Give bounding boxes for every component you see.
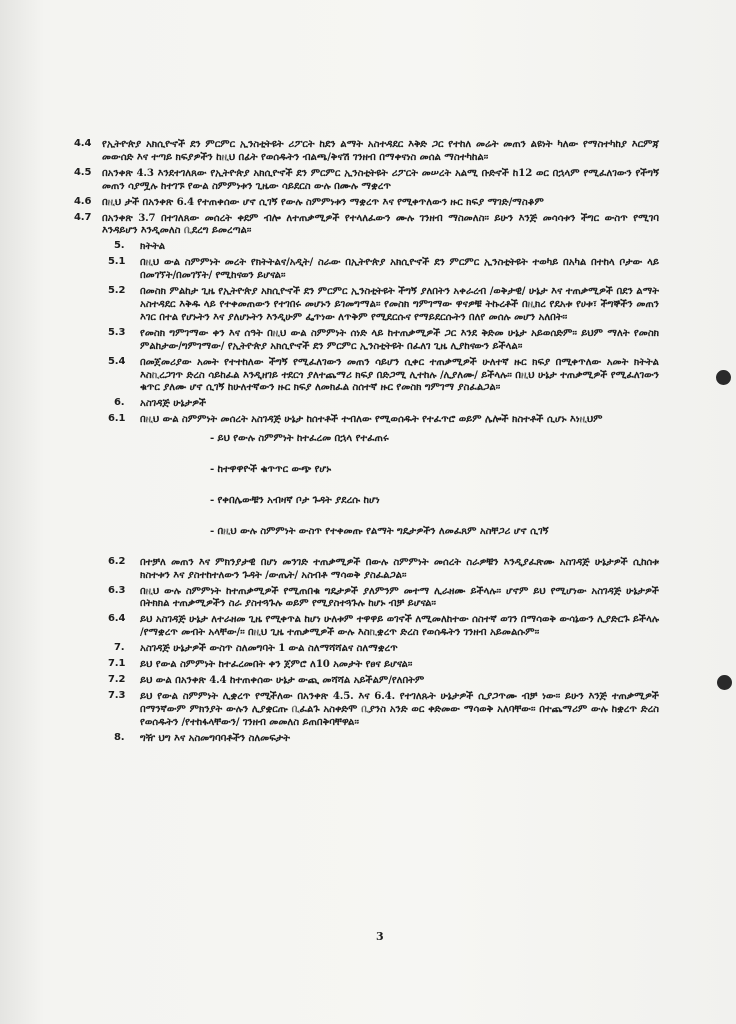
clause-number: 5.4 xyxy=(108,355,126,367)
clause-number: 6.1 xyxy=(108,413,126,425)
clause-text: በዚህ ታች በአንቀጽ 6.4 የተጠቀሰው ሆኖ ሲገኝ የውሉ ስምምነቱን ማቋረጥ እና የሚቀጥለውን ዙር ክፍያ ማገድ/ማስቆም xyxy=(102,195,544,208)
clause-number: 7. xyxy=(114,642,125,654)
clause-text: ይህ ውል በአንቀጽ 4.4 ከተጠቀሰው ሁኔታ ውጪ መሻሻል አይችልም/የለበትም xyxy=(140,674,425,686)
clause-text: ግዥ ህግ እና አስመግባባቶችን ስለመፍታት xyxy=(140,731,291,744)
clause-6-3 xyxy=(74,585,659,611)
punch-hole-bottom xyxy=(717,675,732,690)
clause-7-3 xyxy=(74,690,659,729)
clause-text: በአንቀጽ 3.7 በተገለጸው መሰረት ቀደም ብሎ ለተጠቃሚዎች የተላለፈውን ሙሉ ገንዘብ ማስመለስ፡፡ ይሁን እንጅ መሳሳቱን ችግር ውስጥ የሚገባ እንዳይሆን እንዲመለስ ቢደረግ ይመረጣል፡፡ xyxy=(102,211,659,237)
clause-5-4 xyxy=(74,356,659,395)
clause-number: 7.1 xyxy=(108,658,126,670)
document-body xyxy=(74,138,659,748)
clause-number: 7.2 xyxy=(108,674,126,685)
bullet-item: - የቀበሌውቹን አብዛኛ ቦታ ጉዳት ያደረሱ ከሆነ xyxy=(210,493,380,506)
clause-number: 6.3 xyxy=(108,584,126,596)
clause-6-1 xyxy=(74,413,659,426)
clause-text: በዚህ ውል ስምምነት መሰረት አስገዳጅ ሁኔታ ከሰተቶች ተብለው የሚወሰዱት የተፈጥሮ ወይም ሌሎች ክስተቶች ሲሆኑ እነዚህም xyxy=(140,413,603,426)
clause-number: 5. xyxy=(114,240,125,252)
bullet-item: - ይህ የውሉ ስምምነት ከተፈረመ በኋላ የተፈጠሩ xyxy=(210,432,389,445)
clause-number: 5.2 xyxy=(108,285,126,297)
bullet-item: - ከተዋዋዮች ቁጥጥር ውጭ የሆኑ xyxy=(210,463,332,476)
force-majeure-bullets xyxy=(74,432,659,538)
clause-text: በመጀመሪያው አመት የተተከለው ችግኝ የሚፈለገውን መጠን ሳይሆን ሲቀር ተጠቃሚዎች ሁለተኛ ዙር ክፍያ በሚቀጥለው አመት ክትትል እስኪረጋገጥ ድረስ ሳይከፈል እንዲዘገይ ተደርጎ ያለተጨማሪ ክፍያ በድጋሚ ሊተከሉ /ሊያለሙ/ ይችላሉ፡፡ በዚህ ሁኔታ ተጠቃሚዎች የሚፈለገውን ቁጥር ያለሙ ሆኖ ሲገኝ ከሁለተኛውን ዙር ክፍያ ለመክፈል ስሰተኛ ዙር የመስክ ግምገማ ያስፈልጋል፡፡ xyxy=(140,355,659,394)
clause-8 xyxy=(74,732,659,745)
clause-4-7 xyxy=(74,212,659,238)
clause-number: 6. xyxy=(114,397,125,409)
clause-text: አስገዳጅ ሁኔታዎች ውስጥ ስለመግባት 1 ውል ስለማሻሻልና ስለማቋረጥ xyxy=(140,642,398,655)
clause-number: 6.4 xyxy=(108,613,126,625)
clause-number: 4.5 xyxy=(74,166,92,178)
clause-5-2 xyxy=(74,285,659,324)
clause-text: በመስክ ምልከታ ጊዜ የኢትዮጵያ አክሲዮኖች ደን ምርምር ኢንስቲትዩት ችግኝ ያለበትን አቀራረብ /ወቅታዊ/ ሁኔታ እና ተጠቃሚዎች በደን ልማት አስተዳደር እቅዱ ላይ የተቀመጠውን የተገበሩ መሆኑን ይገመግማል፡፡ የመስክ ግምገማው ዋናዎቹ ትኩረቶች በዚክረ የደአቱ የሀቱ፣ ችግኞችን መጠን እገር በተል የሆኑትን እና ያለሆኑትን እንዲሁም ፌጥነው ለጥቅም የሚደርሱና የማይደርሱትን በለየ መሰሉ መሆን አለበት፡፡ xyxy=(140,285,659,323)
clause-number: 8. xyxy=(114,731,125,743)
clause-text: በዚህ ውል ስምምነት መረት የክትትልና/አዲት/ ስራው በኢትዮጵያ አክሲዮኖች ደን ምርምር ኢንስቲትዩት ተወካይ በአካል በተከላ ቦታው ላይ በመገኘት/በመገኘት/ የሚከናወን ይሆናል፡፡ xyxy=(140,256,659,282)
clause-4-5 xyxy=(74,167,659,193)
clause-text: የመስክ ግምገማው ቀን እና ሰዓት በዚህ ውል ስምምነት ሰነድ ላይ ከተጠቃሚዎች ጋር እንደ ቅድመ ሁኔታ አይወሰድም፡፡ ይህም ማለት የመስክ ምልከታው/ግምገማው/ የኢትዮጵያ አክሲዮኖች ደን ምርምር ኢንስቲትዩት በፈለገ ጊዜ ሊያከናውን ይችላል፡፡ xyxy=(140,326,659,352)
clause-6 xyxy=(74,397,659,410)
clause-number: 7.3 xyxy=(108,689,126,701)
clause-text: በተቻለ መጠን እና ምክንያታዊ በሆነ መንገድ ተጠቃሚዎች በውሉ ስምምነት መሰረት ስራዎቹን እንዲያፈጽሙ አስገዳጅ ሁኔታዎች ሲከሰቱ ክስተቱን እና ያስተከተለውን ጉዳት /ውጤት/ አስብቶ ማሳወቅ ያስፈልጋል፡፡ xyxy=(140,555,659,581)
clause-number: 4.7 xyxy=(74,211,92,223)
clause-4-6 xyxy=(74,196,659,209)
clause-text: የኢትዮጵያ አክሲዮኖች ደን ምርምር ኢንስቲትዩት ሪፖርት ከደን ልማት አስተዳደር እቅድ ጋር የተከለ መሬት መጠን ልዩነት ካለው የማስተካከያ እርምጃ መውሰድ እና ተጣይ ክፍያዎችን ከዚህ በፊት የወሰዱትን ብልጫ/ቅናሽ ገንዘብ በማቀናነስ መሰል ማስተካከል፡፡ xyxy=(102,138,659,163)
clause-text: ይህ አስገዳጅ ሁኔታ ለተራዘመ ጊዜ የሚቀጥል ከሆነ ሁለቱም ተዋዋይ ወገኖች ለሚመለከተው ሰስተኛ ወገን በማሳወቅ ውሳኔውን ሊያድርጉ ይችላሉ /የማቋረጥ መብት አላቸው/፡፡ በዚህ ጊዜ ተጠቃሚዎች ውሉ እስኪቋረጥ ድረስ የወሰዱትን ገንዘብ አይመልሱም፡፡ xyxy=(140,613,659,639)
clause-number: 5.3 xyxy=(108,326,126,338)
clause-7-1 xyxy=(74,658,659,671)
clause-text: ክትትል xyxy=(140,240,166,253)
clause-5-1 xyxy=(74,256,659,282)
clause-text: ይህ የውል ስምምነት ሊቋረጥ የሚችለው በአንቀጽ 4.5. እና 6.4. የተገለጹት ሁኔታዎች ሲያጋጥሙ ብቻ ነው፡፡ ይሁን እንጅ ተጠቃሚዎች በማንኛውም ምክንያት ውሉን ሊያቋርጡ ቢፈልጉ አስቀድሞ ቢያንስ አንድ ወር ቀድመው ማሳወቅ አለባቸው፡፡ በተጨማሪም ውሉ ከቋረጥ ድረስ የወሰዱትን /የተከፋላቸውን/ ገንዘብ መመለስ ይጠበቅባቸዋል፡፡ xyxy=(140,689,659,728)
clause-text: አስገዳጅ ሁኔታዎች xyxy=(140,397,207,410)
clause-text: በአንቀጽ 4.3 እንደተገለጸው የኢትዮጵያ አክሲዮኖች ደን ምርምር ኢንስቲትዩት ሪፖርት መሠረት አልሚ ቡድኖች ከ12 ወር በኋላም የሚፈለገውን የችግኝ መጠን ሳያሟሉ ከተገኙ የውል ስምምነቱን ጊዜው ሳይደርስ ውሉ በሙሉ ማቋረጥ xyxy=(102,166,659,192)
clause-text: ይህ የውል ስምምነት ከተፈረመበት ቀን ጀምሮ ለ10 አመታት የፀና ይሆናል፡፡ xyxy=(140,658,413,671)
clause-4-4 xyxy=(74,138,659,164)
clause-7 xyxy=(74,642,659,655)
clause-6-2 xyxy=(74,556,659,582)
clause-6-4 xyxy=(74,613,659,639)
bullet-item: - በዚህ ውሉ ስምምነት ውስጥ የተቀመጡ የልማት ግዴታዎችን ለመፈጸም አስቸጋሪ ሆኖ ሲገኝ xyxy=(210,524,549,537)
punch-hole-top xyxy=(716,370,731,385)
clause-number: 6.2 xyxy=(108,555,126,567)
clause-number: 4.6 xyxy=(74,195,92,207)
clause-5-3 xyxy=(74,327,659,353)
sections-part-2 xyxy=(74,556,659,745)
clause-7-2 xyxy=(74,674,659,687)
sections-part-1 xyxy=(74,138,659,426)
page-number: 3 xyxy=(376,930,384,943)
clause-number: 5.1 xyxy=(108,256,126,268)
clause-number: 4.4 xyxy=(74,138,92,149)
clause-text: በዚህ ውሉ ስምምነት ከተጠቃሚዎች የሚጠበቁ ግዴታዎች ያለምንም መተማ ሊራዘሙ ይችላሉ፡፡ ሆኖም ይህ የሚሆነው አስገዳጅ ሁኔታዎች በትክክል ተጠቃሚዎችን ስራ ያስተጓጉሉ ወይም የሚያስተጓጉሉ ከሆኑ ብቻ ይሆናል፡፡ xyxy=(140,584,659,610)
clause-5 xyxy=(74,240,659,253)
